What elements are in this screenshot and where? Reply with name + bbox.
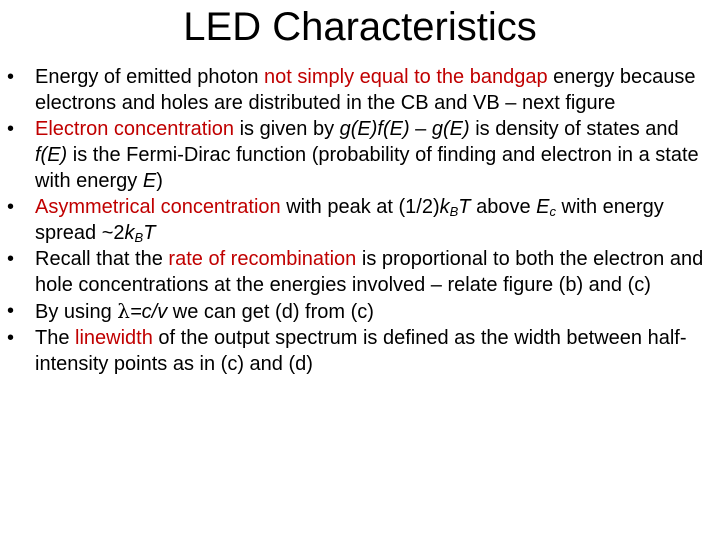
bullet-text-segment: By using [35,301,118,323]
bullet-text-segment: is proportional to both the electron and hole concentrations at the energies involved – relate figure (b) and (c) [35,248,704,296]
bullet-text-segment: Electron concentration [35,118,235,140]
bullet-text-segment: =c/v [129,301,168,323]
bullet-text-segment: E [142,170,157,192]
bullet-text-segment: B [449,204,459,219]
bullet-text-segment: is given by [234,118,340,140]
bullet-text-segment: of the output spectrum is defined as the width between half-intensity points as in (c) and (d) [35,327,687,375]
bullet-text-segment: with peak at (1/2) [280,196,440,218]
bullet-text-segment: – [409,118,432,140]
bullet-dot-icon: • [7,300,15,322]
bullet-item [0,194,720,246]
bullet-text-segment: linewidth [75,327,153,349]
bullet-text-segment: g(E)f(E) [339,118,410,140]
bullet-dot-icon: • [7,196,15,218]
bullet-dot-icon: • [7,248,15,270]
bullet-text-segment: λ [117,299,130,323]
bullet-text-segment: Asymmetrical concentration [35,196,281,218]
bullet-text-segment: The [35,327,76,349]
bullet-text-segment: T [458,196,471,218]
bullet-text-segment: g(E) [431,118,470,140]
bullet-text-segment: energy because electrons and holes are distributed in the CB and VB – next figure [35,66,696,114]
bullet-text-segment: T [143,222,156,244]
bullet-text-segment: B [134,230,144,245]
slide-title: LED Characteristics [183,5,537,49]
bullet-text-segment: is the Fermi-Dirac function (probability of finding and electron in a state with energy [35,144,699,192]
bullet-dot-icon: • [7,118,15,140]
bullet-text-segment: k [439,196,450,218]
bullet-item [0,325,720,377]
bullet-list [0,64,720,377]
bullet-text-segment: is density of states and [469,118,679,140]
bullet-text-segment: above [470,196,537,218]
bullet-text-segment: f(E) [35,144,68,166]
bullet-item [0,298,720,325]
bullet-text-segment: c [549,204,556,219]
bullet-text-segment: not simply equal to the bandgap [264,66,548,88]
bullet-item [0,64,720,116]
bullet-item [0,116,720,194]
bullet-text-segment: ) [156,170,163,192]
bullet-text-segment: k [124,222,135,244]
bullet-text-segment: E [536,196,550,218]
bullet-text-segment: rate of recombination [168,248,357,270]
bullet-text-segment: Recall that the [35,248,169,270]
bullet-dot-icon: • [7,327,15,349]
bullet-item [0,246,720,298]
bullet-text-segment: we can get (d) from (c) [167,301,374,323]
bullet-dot-icon: • [7,66,15,88]
bullet-text-segment: Energy of emitted photon [35,66,265,88]
bullet-text-segment: with energy spread ~2 [35,196,664,244]
